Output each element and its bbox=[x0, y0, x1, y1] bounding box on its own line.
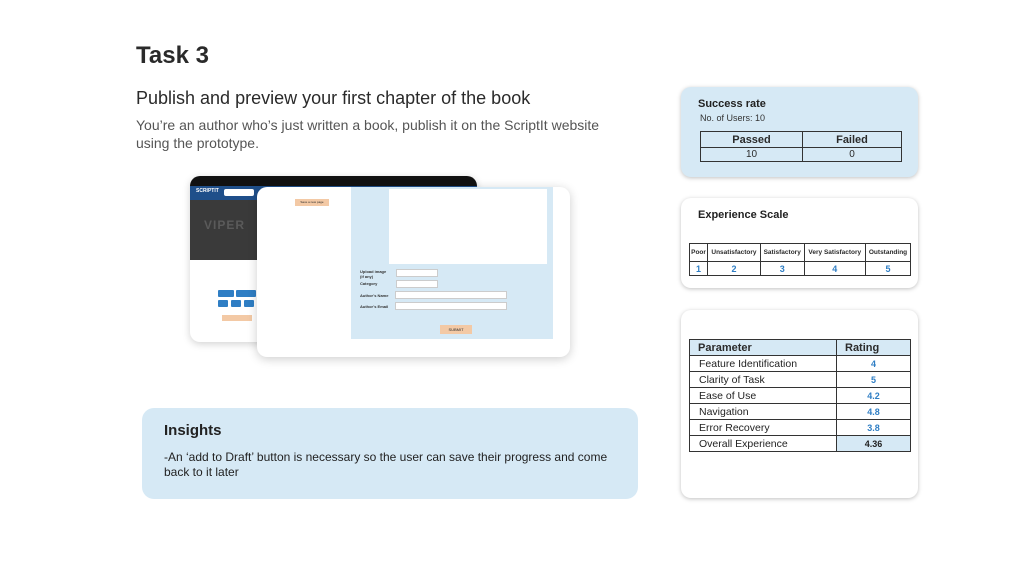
parameter-table bbox=[689, 339, 911, 452]
parameter-name: Ease of Use bbox=[690, 388, 837, 404]
author-name-field bbox=[395, 291, 507, 299]
experience-table bbox=[689, 243, 911, 276]
task-subtitle: Publish and preview your first chapter of the book bbox=[136, 88, 531, 108]
task-description: You’re an author who’s just written a book, publish it on the ScriptIt website using the prototype. bbox=[136, 117, 600, 151]
prototype-screenshot-front bbox=[257, 187, 570, 357]
form-label: Author’s Name bbox=[360, 293, 389, 298]
scale-header: Satisfactory bbox=[760, 244, 804, 262]
mockup-draft-button bbox=[222, 315, 252, 321]
parameter-name: Feature Identification bbox=[690, 356, 837, 372]
form-label: Author’s Email bbox=[360, 304, 389, 309]
upload-field bbox=[396, 269, 438, 277]
success-header: Passed bbox=[701, 132, 803, 148]
scale-value: 1 bbox=[690, 262, 708, 276]
scale-value: 5 bbox=[866, 262, 911, 276]
parameter-rating: 5 bbox=[837, 372, 911, 388]
parameter-name: Overall Experience bbox=[690, 436, 837, 452]
rating-header: Rating bbox=[837, 340, 911, 356]
success-rate-title: Success rate bbox=[698, 98, 766, 110]
mockup-button bbox=[218, 290, 234, 297]
parameter-rating: 3.8 bbox=[837, 420, 911, 436]
scale-header: Unsatisfactory bbox=[708, 244, 761, 262]
scale-value: 2 bbox=[708, 262, 761, 276]
site-search bbox=[224, 189, 254, 196]
publish-form-panel bbox=[351, 187, 553, 339]
success-value: 10 bbox=[701, 148, 803, 162]
users-count: No. of Users: 10 bbox=[700, 113, 766, 123]
device-bar bbox=[190, 176, 477, 186]
parameter-rating: 4 bbox=[837, 356, 911, 372]
scale-header: Outstanding bbox=[866, 244, 911, 262]
parameter-rating: 4.2 bbox=[837, 388, 911, 404]
mockup-button bbox=[236, 290, 256, 297]
experience-scale-title: Experience Scale bbox=[698, 209, 789, 221]
task-title: Task 3 bbox=[136, 42, 209, 69]
parameter-rating-card bbox=[681, 310, 918, 498]
parameter-rating: 4.8 bbox=[837, 404, 911, 420]
insights-card bbox=[142, 408, 638, 499]
form-label: Upload image (if any) bbox=[360, 269, 387, 279]
parameter-name: Error Recovery bbox=[690, 420, 837, 436]
success-table bbox=[700, 131, 902, 162]
form-label: Category bbox=[360, 281, 378, 286]
parameter-header: Parameter bbox=[690, 340, 837, 356]
insights-title: Insights bbox=[164, 422, 222, 439]
mockup-button bbox=[244, 300, 254, 307]
parameter-name: Navigation bbox=[690, 404, 837, 420]
site-logo: SCRIPTIT bbox=[196, 188, 219, 194]
author-email-field bbox=[395, 302, 507, 310]
scale-value: 3 bbox=[760, 262, 804, 276]
parameter-rating: 4.36 bbox=[837, 436, 911, 452]
category-field bbox=[396, 280, 438, 288]
insights-text: -An ‘add to Draft’ button is necessary so the user can save their progress and come back to it later bbox=[164, 450, 608, 479]
mockup-save-page-button: Save a new page bbox=[295, 199, 329, 206]
scale-value: 4 bbox=[804, 262, 865, 276]
submit-button: SUBMIT bbox=[440, 325, 472, 334]
chapter-textarea bbox=[389, 189, 547, 264]
success-rate-card bbox=[681, 87, 918, 177]
book-cover-text: VIPER bbox=[204, 218, 246, 232]
mockup-button bbox=[231, 300, 241, 307]
scale-header: Very Satisfactory bbox=[804, 244, 865, 262]
parameter-name: Clarity of Task bbox=[690, 372, 837, 388]
experience-scale-card bbox=[681, 198, 918, 288]
scale-header: Poor bbox=[690, 244, 708, 262]
success-header: Failed bbox=[803, 132, 902, 148]
success-value: 0 bbox=[803, 148, 902, 162]
mockup-button bbox=[218, 300, 228, 307]
